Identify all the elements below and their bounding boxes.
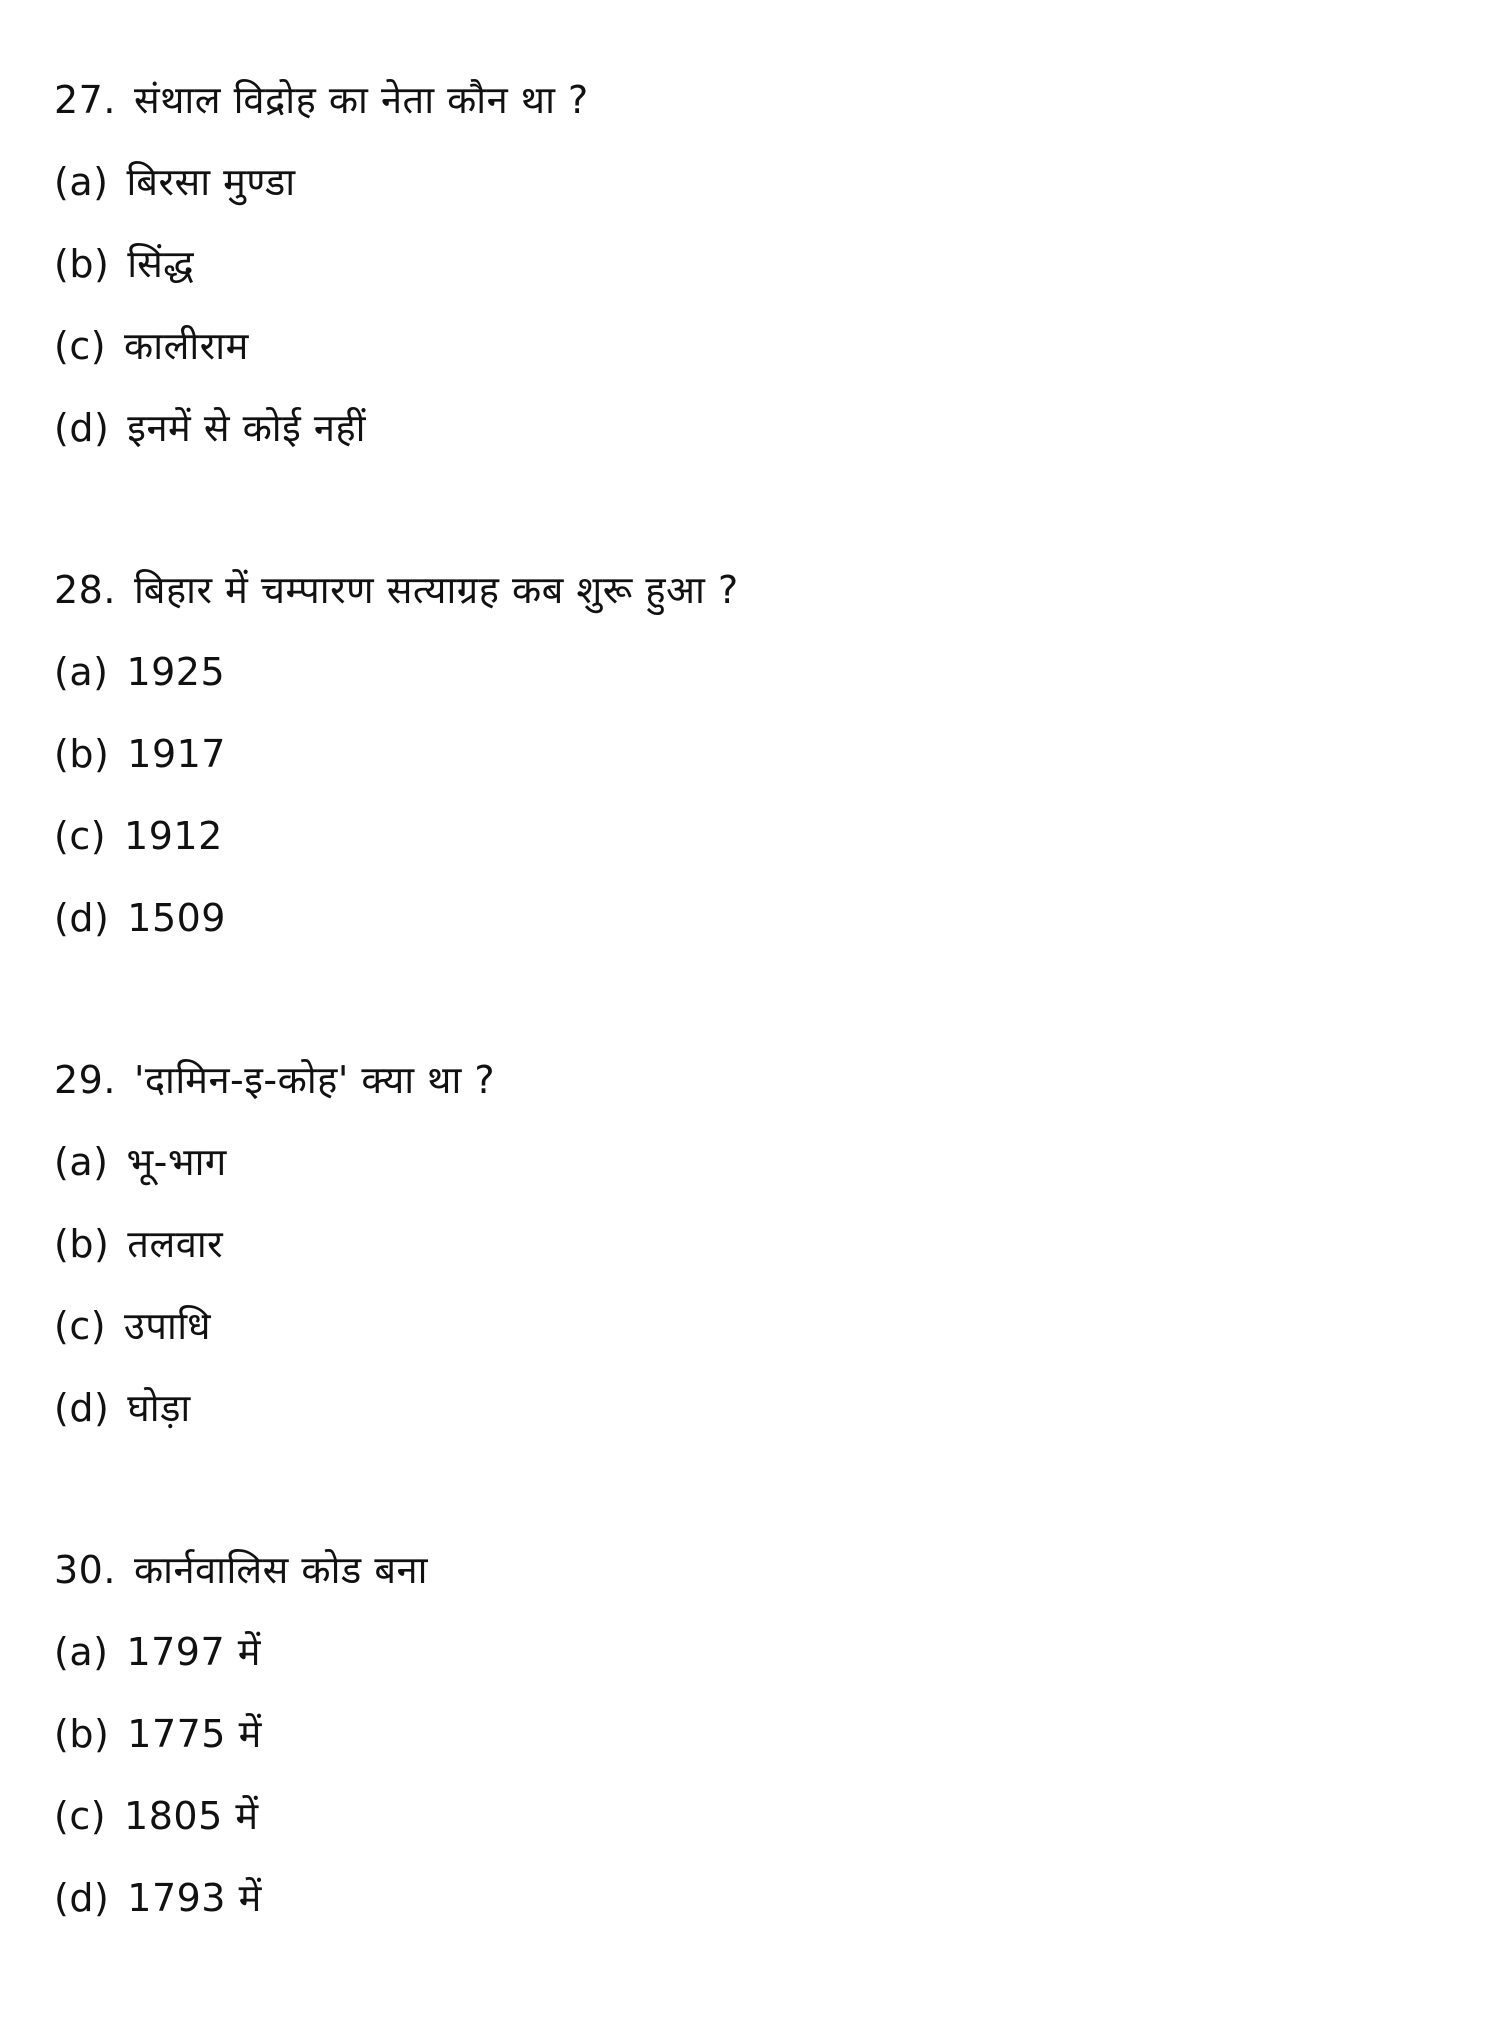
question-body: 'दामिन-इ-कोह' क्या था ? — [133, 1058, 496, 1102]
option-text: उपाधि — [124, 1304, 212, 1348]
question-number: 29. — [54, 1058, 116, 1102]
option-text: कालीराम — [124, 324, 249, 368]
option-b — [54, 1214, 1434, 1296]
option-c — [54, 1296, 1434, 1378]
option-c — [54, 316, 1434, 398]
option-label: (b) — [54, 732, 110, 776]
option-text: 1917 — [127, 732, 226, 776]
option-text: सिंद्ध — [127, 242, 195, 286]
question-number: 28. — [54, 568, 116, 612]
option-text: तलवार — [127, 1222, 224, 1266]
question-body: संथाल विद्रोह का नेता कौन था ? — [133, 78, 589, 122]
option-text: 1912 — [124, 814, 223, 858]
option-a — [54, 1132, 1434, 1214]
option-b — [54, 234, 1434, 316]
option-label: (d) — [54, 1876, 110, 1920]
option-label: (a) — [54, 1140, 109, 1184]
option-text: घोड़ा — [127, 1386, 191, 1430]
option-a — [54, 1622, 1434, 1704]
option-text: 1797 में — [126, 1630, 261, 1674]
option-d — [54, 1868, 1434, 1950]
option-label: (b) — [54, 1222, 110, 1266]
option-label: (d) — [54, 896, 110, 940]
option-label: (c) — [54, 814, 107, 858]
question-text — [54, 1540, 1434, 1622]
option-d — [54, 1378, 1434, 1460]
option-label: (a) — [54, 650, 109, 694]
option-a — [54, 642, 1434, 724]
option-b — [54, 1704, 1434, 1786]
question-27 — [54, 70, 1434, 480]
option-d — [54, 398, 1434, 480]
question-number: 30. — [54, 1548, 116, 1592]
option-b — [54, 724, 1434, 806]
option-text: 1925 — [126, 650, 226, 694]
option-text: बिरसा मुण्डा — [126, 160, 296, 204]
option-text: 1509 — [127, 896, 226, 940]
option-label: (c) — [54, 1304, 107, 1348]
question-body: बिहार में चम्पारण सत्याग्रह कब शुरू हुआ ? — [133, 568, 739, 612]
question-text — [54, 1050, 1434, 1132]
question-body: कार्नवालिस कोड बना — [133, 1548, 428, 1592]
question-29 — [54, 1050, 1434, 1460]
option-text: भू-भाग — [126, 1140, 227, 1184]
option-label: (a) — [54, 160, 109, 204]
question-text — [54, 560, 1434, 642]
option-d — [54, 888, 1434, 970]
option-text: 1805 में — [124, 1794, 259, 1838]
option-text: इनमें से कोई नहीं — [127, 406, 366, 450]
question-number: 27. — [54, 78, 116, 122]
option-label: (c) — [54, 1794, 107, 1838]
option-c — [54, 806, 1434, 888]
option-label: (d) — [54, 1386, 110, 1430]
option-text: 1793 में — [127, 1876, 262, 1920]
question-text — [54, 70, 1434, 152]
option-c — [54, 1786, 1434, 1868]
option-text: 1775 में — [127, 1712, 262, 1756]
option-label: (d) — [54, 406, 110, 450]
question-28 — [54, 560, 1434, 970]
option-label: (a) — [54, 1630, 109, 1674]
option-label: (b) — [54, 242, 110, 286]
option-a — [54, 152, 1434, 234]
option-label: (b) — [54, 1712, 110, 1756]
option-label: (c) — [54, 324, 107, 368]
question-30 — [54, 1540, 1434, 1950]
